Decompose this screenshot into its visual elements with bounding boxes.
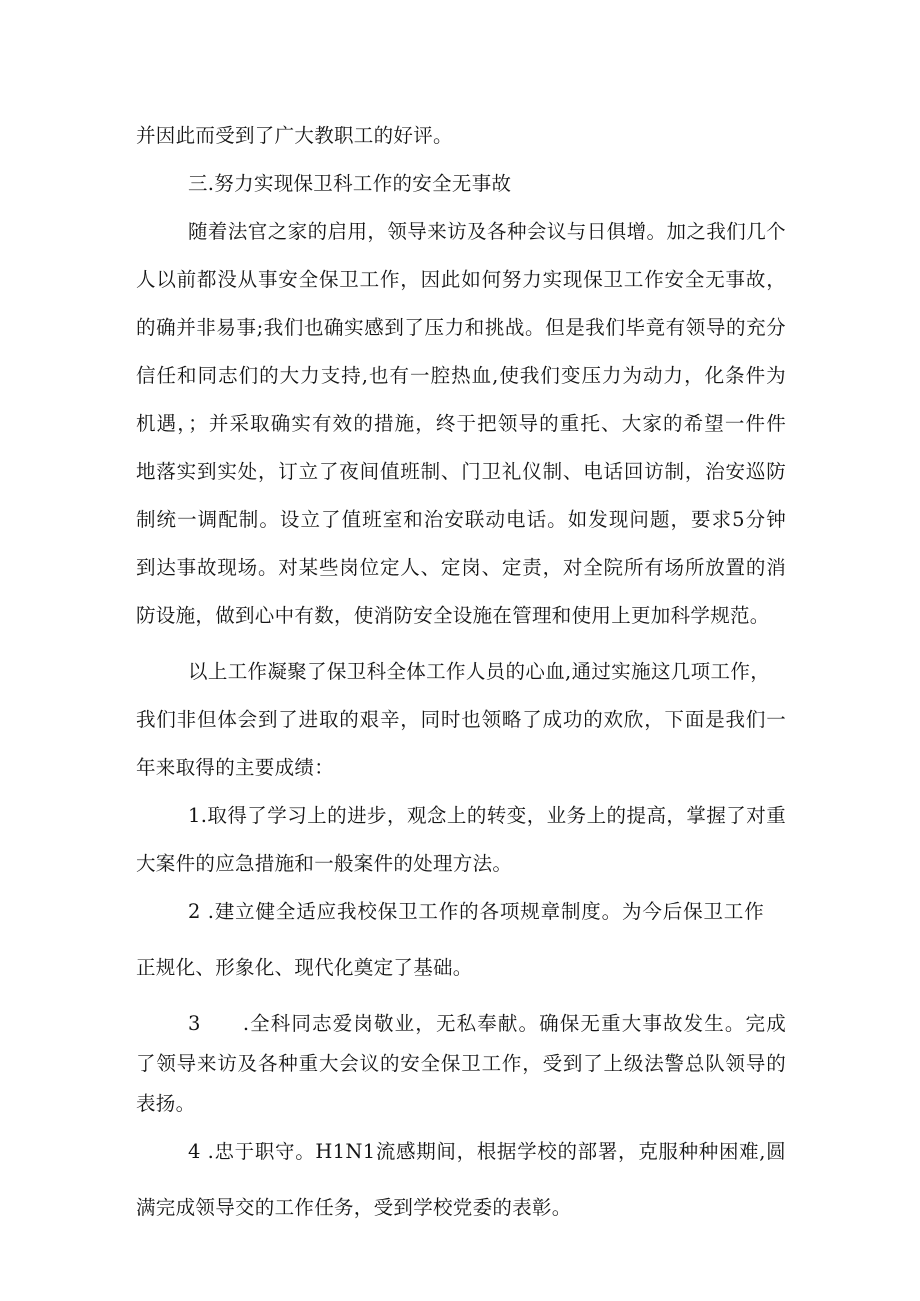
list-item-3: 3 .全科同志爱岗敬业，无私奉献。确保无重大事故发生。完成 xyxy=(188,1012,786,1035)
list-item-4: 4 .忠于职守。H1N1流感期间，根据学校的部署，克服种种困难,圆 xyxy=(188,1140,786,1163)
text-line: 信任和同志们的大力支持,也有一腔热血,使我们变压力为动力，化条件为 xyxy=(136,364,786,387)
list-item-2: 2 .建立健全适应我校保卫工作的各项规章制度。为今后保卫工作 xyxy=(188,900,764,923)
text-line: 随着法官之家的启用，领导来访及各种会议与日俱增。加之我们几个 xyxy=(188,220,786,243)
text-line: 满完成领导交的工作任务，受到学校党委的表彰。 xyxy=(136,1196,572,1219)
text-line: 制统一调配制。设立了值班室和治安联动电话。如发现问题，要求5分钟 xyxy=(136,508,786,531)
text-line: 以上工作凝聚了保卫科全体工作人员的心血,通过实施这几项工作， xyxy=(188,660,770,683)
list-item-1: 1.取得了学习上的进步，观念上的转变，业务上的提高，掌握了对重 xyxy=(188,804,786,827)
text-line: 年来取得的主要成绩： xyxy=(136,756,335,779)
text-line: 的确并非易事;我们也确实感到了压力和挑战。但是我们毕竟有领导的充分 xyxy=(136,316,786,339)
text-line: 机遇，；并采取确实有效的措施，终于把领导的重托、大家的希望一件件 xyxy=(136,412,786,435)
text-line: 防设施，做到心中有数，使消防安全设施在管理和使用上更加科学规范。 xyxy=(136,604,770,627)
text-line: 大案件的应急措施和一般案件的处理方法。 xyxy=(136,852,513,875)
text-line: 到达事故现场。对某些岗位定人、定岗、定责，对全院所有场所放置的消 xyxy=(136,556,786,579)
text-line: 我们非但体会到了进取的艰辛，同时也领略了成功的欢欣，下面是我们一 xyxy=(136,708,786,731)
text-line: 了领导来访及各种重大会议的安全保卫工作，受到了上级法警总队领导的 xyxy=(136,1052,786,1075)
text-line: 地落实到实处，订立了夜间值班制、门卫礼仪制、电话回访制，治安巡防 xyxy=(136,460,786,483)
section-heading: 三.努力实现保卫科工作的安全无事故 xyxy=(188,172,512,195)
text-line: 人以前都没从事安全保卫工作，因此如何努力实现保卫工作安全无事故， xyxy=(136,268,786,291)
text-line: 并因此而受到了广大教职工的好评。 xyxy=(136,124,453,147)
text-line: 表扬。 xyxy=(136,1092,196,1115)
text-line: 正规化、形象化、现代化奠定了基础。 xyxy=(136,956,473,979)
